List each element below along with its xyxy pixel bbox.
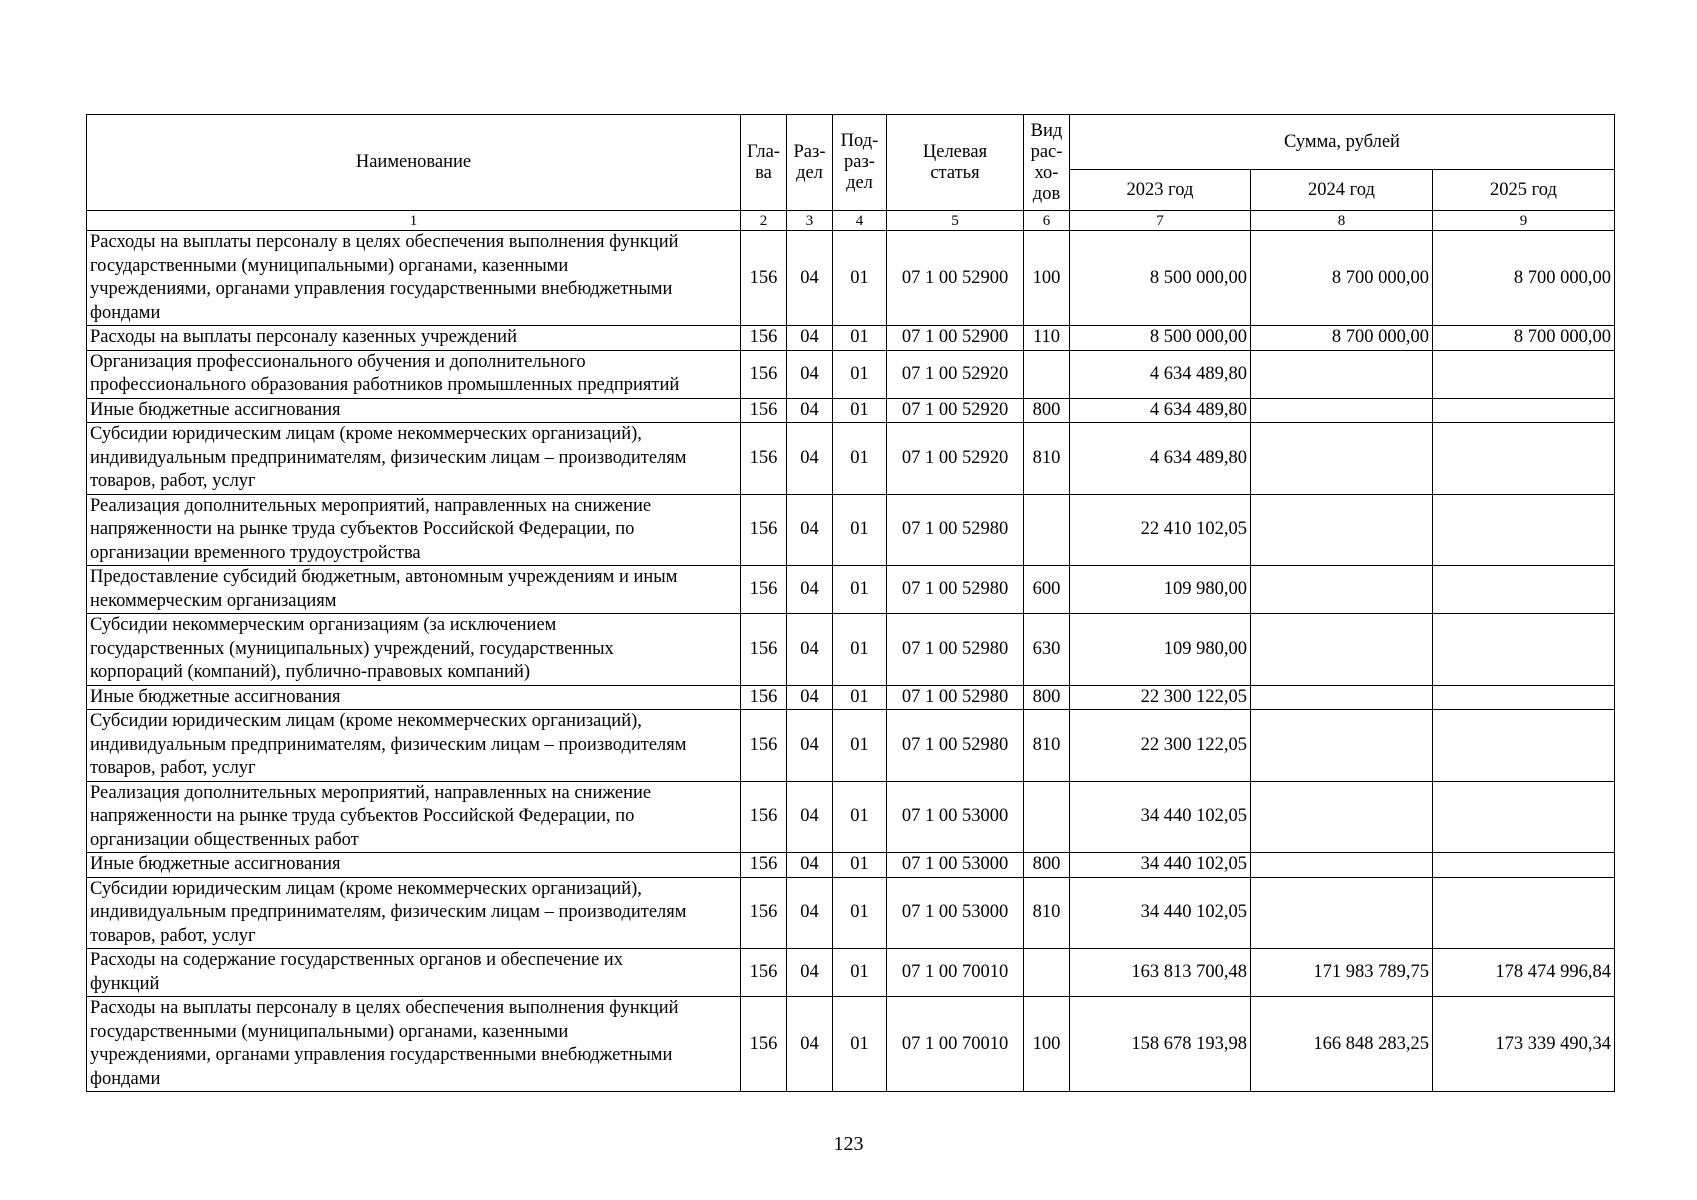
cell-name-line: товаров, работ, услуг [90,758,256,778]
cell-glava: 156 [741,949,787,997]
column-number: 5 [887,211,1024,231]
cell-celevaya-statya: 07 1 00 52920 [887,398,1024,423]
column-number: 2 [741,211,787,231]
cell-amount-2024 [1251,494,1433,566]
cell-name-line: товаров, работ, услуг [90,925,256,946]
cell-name [87,614,741,686]
cell-amount-2023: 22 300 122,05 [1070,685,1251,710]
cell-podrazdel: 01 [833,423,887,495]
header-year-2024: 2024 год [1251,170,1433,211]
cell-amount-2024 [1251,614,1433,686]
cell-glava: 156 [741,423,787,495]
cell-glava: 156 [741,877,787,949]
cell-name-line: напряженности на рынке труда субъектов Российской Федерации, по [90,806,635,826]
cell-podrazdel: 01 [833,350,887,398]
cell-celevaya-statya: 07 1 00 52980 [887,710,1024,782]
cell-name-line: учреждениями, органами управления государственными внебюджетными [90,279,673,299]
cell-glava: 156 [741,781,787,853]
cell-podrazdel: 01 [833,614,887,686]
header-celevaya [887,115,1024,211]
cell-amount-2023: 34 440 102,05 [1070,877,1251,949]
cell-amount-2025: 173 339 490,34 [1433,997,1615,1092]
cell-celevaya-statya: 07 1 00 52980 [887,614,1024,686]
column-number: 9 [1433,211,1615,231]
cell-amount-2024 [1251,853,1433,878]
cell-name-line: Расходы на выплаты персоналу в целях обеспечения выполнения функций [90,998,679,1018]
cell-amount-2024 [1251,781,1433,853]
cell-amount-2025 [1433,614,1615,686]
cell-amount-2023: 34 440 102,05 [1070,853,1251,878]
cell-amount-2023: 4 634 489,80 [1070,423,1251,495]
cell-amount-2025 [1433,877,1615,949]
cell-celevaya-statya: 07 1 00 52980 [887,494,1024,566]
cell-amount-2025 [1433,494,1615,566]
cell-name-line: Реализация дополнительных мероприятий, направленных на снижение [90,495,652,516]
cell-name-line: фондами [90,302,161,323]
cell-razdel: 04 [787,326,833,351]
cell-celevaya-statya: 07 1 00 52920 [887,350,1024,398]
cell-amount-2023: 22 300 122,05 [1070,710,1251,782]
cell-vid-rashodov: 600 [1024,566,1070,614]
cell-amount-2025 [1433,685,1615,710]
cell-amount-2025 [1433,398,1615,423]
cell-razdel: 04 [787,398,833,423]
cell-name-line: товаров, работ, услуг [90,471,256,491]
cell-name-line: Иные бюджетные ассигнования [90,854,341,874]
header-summa: Сумма, рублей [1070,115,1615,170]
cell-name [87,350,741,398]
table-row [87,853,1615,878]
cell-celevaya-statya: 07 1 00 53000 [887,877,1024,949]
cell-amount-2023: 8 500 000,00 [1070,231,1251,326]
cell-amount-2024: 8 700 000,00 [1251,231,1433,326]
cell-name-line: государственных (муниципальных) учреждений, государственных [90,638,614,659]
cell-podrazdel: 01 [833,494,887,566]
cell-razdel: 04 [787,494,833,566]
cell-razdel: 04 [787,997,833,1092]
cell-podrazdel: 01 [833,398,887,423]
header-razdel [787,115,833,211]
cell-name-line: корпораций (компаний), публично-правовых компаний) [90,662,531,682]
cell-name-line: государственными (муниципальными) органами, казенными [90,1021,569,1042]
header-podrazdel [833,115,887,211]
cell-amount-2024 [1251,877,1433,949]
column-number: 3 [787,211,833,231]
cell-amount-2025: 178 474 996,84 [1433,949,1615,997]
cell-podrazdel: 01 [833,877,887,949]
header-year-2025: 2025 год [1433,170,1615,211]
cell-name [87,685,741,710]
cell-amount-2024 [1251,398,1433,423]
cell-name-line: Реализация дополнительных мероприятий, направленных на снижение [90,782,652,803]
cell-name [87,494,741,566]
budget-table [86,114,1615,1092]
cell-amount-2025: 8 700 000,00 [1433,231,1615,326]
cell-name [87,877,741,949]
cell-celevaya-statya: 07 1 00 70010 [887,949,1024,997]
cell-amount-2023: 109 980,00 [1070,614,1251,686]
cell-amount-2024 [1251,710,1433,782]
cell-name-line: фондами [90,1068,161,1089]
cell-name-line: Организация профессионального обучения и дополнительного [90,351,586,372]
cell-glava: 156 [741,494,787,566]
cell-podrazdel: 01 [833,231,887,326]
cell-podrazdel: 01 [833,566,887,614]
cell-celevaya-statya: 07 1 00 52980 [887,566,1024,614]
cell-name-line: некоммерческим организациям [90,590,337,611]
header-name: Наименование [87,115,741,211]
cell-vid-rashodov: 800 [1024,853,1070,878]
cell-name-line: Субсидии некоммерческим организациям (за исключением [90,615,557,635]
header-vid-label: Вид рас- хо- дов [1030,120,1063,204]
table-row [87,710,1615,782]
cell-vid-rashodov [1024,350,1070,398]
cell-vid-rashodov: 800 [1024,398,1070,423]
cell-amount-2023: 8 500 000,00 [1070,326,1251,351]
cell-podrazdel: 01 [833,326,887,351]
cell-vid-rashodov: 810 [1024,710,1070,782]
cell-name-line: напряженности на рынке труда субъектов Российской Федерации, по [90,519,635,539]
cell-name-line: Расходы на выплаты персоналу казенных учреждений [90,327,517,347]
cell-name [87,949,741,997]
table-body [87,231,1615,1092]
cell-glava: 156 [741,350,787,398]
cell-razdel: 04 [787,949,833,997]
cell-razdel: 04 [787,614,833,686]
column-numbers-row [87,211,1615,231]
cell-amount-2023: 109 980,00 [1070,566,1251,614]
cell-amount-2025 [1433,423,1615,495]
cell-vid-rashodov [1024,949,1070,997]
table-row [87,877,1615,949]
table-row [87,494,1615,566]
table-row [87,326,1615,351]
header-razdel-label: Раз- дел [793,141,826,183]
cell-vid-rashodov: 100 [1024,997,1070,1092]
cell-name-line: индивидуальным предпринимателям, физическим лицам – производителям [90,734,687,755]
header-podrazdel-label: Под- раз- дел [840,131,879,193]
cell-name [87,853,741,878]
cell-amount-2023: 34 440 102,05 [1070,781,1251,853]
header-celevaya-label: Целевая статья [922,141,988,183]
cell-podrazdel: 01 [833,781,887,853]
cell-amount-2024 [1251,423,1433,495]
column-number: 4 [833,211,887,231]
table-row [87,949,1615,997]
header-glava [741,115,787,211]
cell-name [87,997,741,1092]
column-number: 6 [1024,211,1070,231]
cell-glava: 156 [741,614,787,686]
table-row [87,423,1615,495]
cell-name [87,781,741,853]
cell-celevaya-statya: 07 1 00 53000 [887,853,1024,878]
cell-razdel: 04 [787,710,833,782]
table-row [87,685,1615,710]
cell-amount-2024 [1251,685,1433,710]
cell-razdel: 04 [787,685,833,710]
cell-vid-rashodov: 810 [1024,877,1070,949]
cell-vid-rashodov: 630 [1024,614,1070,686]
cell-vid-rashodov: 100 [1024,231,1070,326]
cell-glava: 156 [741,566,787,614]
table-row [87,997,1615,1092]
cell-vid-rashodov [1024,494,1070,566]
cell-amount-2024: 8 700 000,00 [1251,326,1433,351]
cell-podrazdel: 01 [833,710,887,782]
cell-name-line: индивидуальным предпринимателям, физическим лицам – производителям [90,447,687,468]
cell-podrazdel: 01 [833,997,887,1092]
header-glava-label: Гла- ва [747,141,780,183]
cell-glava: 156 [741,685,787,710]
cell-name-line: индивидуальным предпринимателям, физическим лицам – производителям [90,902,687,922]
cell-name [87,231,741,326]
cell-glava: 156 [741,398,787,423]
cell-vid-rashodov: 810 [1024,423,1070,495]
cell-name-line: Расходы на выплаты персоналу в целях обеспечения выполнения функций [90,232,679,252]
cell-razdel: 04 [787,566,833,614]
cell-name-line: Субсидии юридическим лицам (кроме некоммерческих организаций), [90,424,642,444]
cell-name-line: Расходы на содержание государственных органов и обеспечение их [90,950,623,970]
cell-glava: 156 [741,231,787,326]
cell-razdel: 04 [787,853,833,878]
cell-glava: 156 [741,853,787,878]
cell-celevaya-statya: 07 1 00 53000 [887,781,1024,853]
cell-razdel: 04 [787,350,833,398]
cell-vid-rashodov: 110 [1024,326,1070,351]
cell-amount-2025: 8 700 000,00 [1433,326,1615,351]
column-number: 7 [1070,211,1251,231]
cell-razdel: 04 [787,877,833,949]
cell-amount-2023: 22 410 102,05 [1070,494,1251,566]
cell-celevaya-statya: 07 1 00 52900 [887,231,1024,326]
cell-name-line: учреждениями, органами управления государственными внебюджетными [90,1045,673,1065]
column-number: 8 [1251,211,1433,231]
table-row [87,231,1615,326]
table-row [87,350,1615,398]
cell-amount-2024 [1251,350,1433,398]
cell-amount-2024: 166 848 283,25 [1251,997,1433,1092]
cell-name [87,398,741,423]
cell-amount-2025 [1433,566,1615,614]
cell-amount-2023: 163 813 700,48 [1070,949,1251,997]
cell-amount-2025 [1433,781,1615,853]
table-header [87,115,1615,231]
cell-amount-2023: 158 678 193,98 [1070,997,1251,1092]
cell-amount-2025 [1433,710,1615,782]
cell-name-line: Иные бюджетные ассигнования [90,399,341,420]
cell-amount-2025 [1433,350,1615,398]
table-row [87,614,1615,686]
table-row [87,566,1615,614]
column-number: 1 [87,211,741,231]
cell-vid-rashodov [1024,781,1070,853]
cell-name-line: Субсидии юридическим лицам (кроме некоммерческих организаций), [90,878,642,899]
cell-name-line: Субсидии юридическим лицам (кроме некоммерческих организаций), [90,711,642,731]
cell-celevaya-statya: 07 1 00 52980 [887,685,1024,710]
cell-name [87,423,741,495]
cell-vid-rashodov: 800 [1024,685,1070,710]
cell-glava: 156 [741,997,787,1092]
cell-glava: 156 [741,710,787,782]
cell-name [87,566,741,614]
cell-name-line: государственными (муниципальными) органами, казенными [90,255,569,276]
cell-podrazdel: 01 [833,685,887,710]
cell-podrazdel: 01 [833,949,887,997]
cell-podrazdel: 01 [833,853,887,878]
cell-amount-2023: 4 634 489,80 [1070,350,1251,398]
header-vid [1024,115,1070,211]
cell-name-line: организации общественных работ [90,829,359,850]
cell-amount-2024: 171 983 789,75 [1251,949,1433,997]
cell-glava: 156 [741,326,787,351]
page-number: 123 [833,1133,864,1155]
cell-amount-2024 [1251,566,1433,614]
cell-celevaya-statya: 07 1 00 52900 [887,326,1024,351]
cell-name-line: Иные бюджетные ассигнования [90,686,341,707]
cell-celevaya-statya: 07 1 00 52920 [887,423,1024,495]
cell-amount-2025 [1433,853,1615,878]
header-year-2023: 2023 год [1070,170,1251,211]
cell-razdel: 04 [787,231,833,326]
cell-celevaya-statya: 07 1 00 70010 [887,997,1024,1092]
cell-razdel: 04 [787,781,833,853]
table-row [87,781,1615,853]
cell-name-line: профессионального образования работников промышленных предприятий [90,375,680,395]
cell-name-line: функций [90,973,160,994]
cell-name [87,326,741,351]
cell-name [87,710,741,782]
cell-amount-2023: 4 634 489,80 [1070,398,1251,423]
cell-name-line: Предоставление субсидий бюджетным, автономным учреждениям и иным [90,567,678,587]
cell-razdel: 04 [787,423,833,495]
cell-name-line: организации временного трудоустройства [90,542,421,563]
table-row [87,398,1615,423]
